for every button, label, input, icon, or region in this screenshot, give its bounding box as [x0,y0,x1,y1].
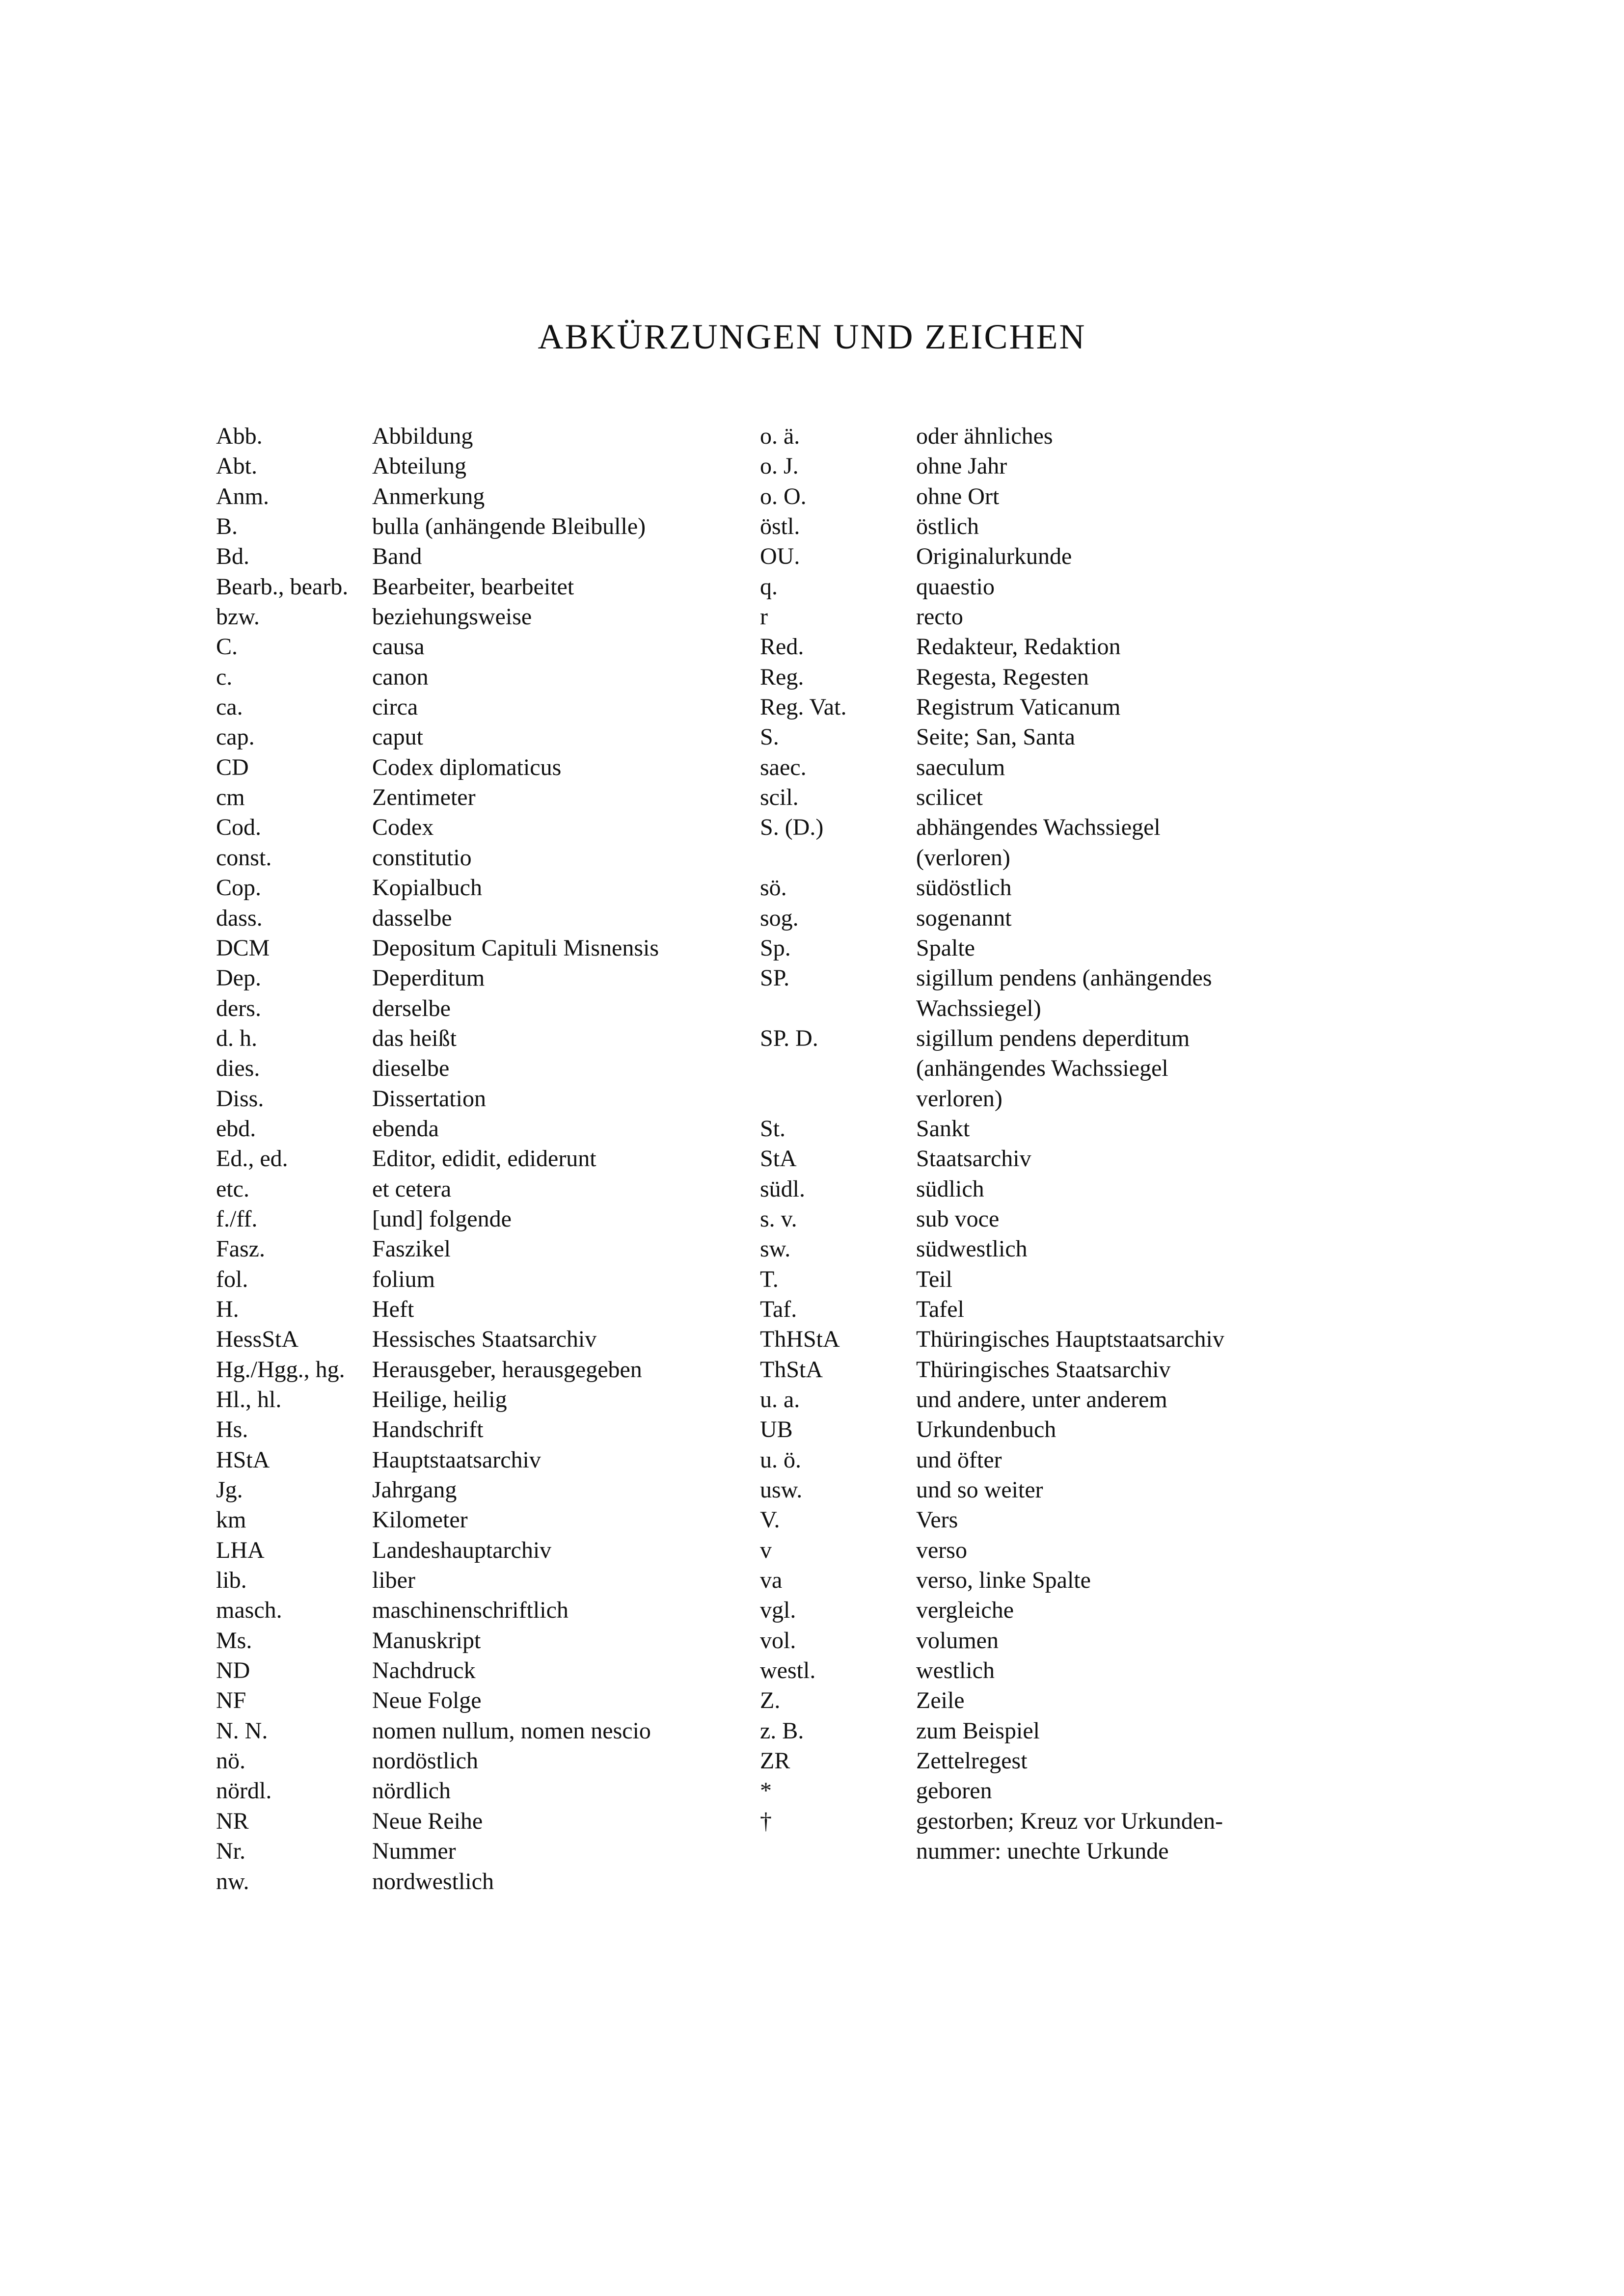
abbreviation: z. B. [760,1717,804,1744]
abbreviation-entry [216,963,659,993]
abbreviation: usw. [760,1477,803,1503]
abbreviation-meaning: vergleiche [916,1597,1014,1624]
abbreviation: Abt. [216,453,257,480]
abbreviation-entry [216,481,659,511]
abbreviation-meaning: Codex diplomaticus [372,754,562,780]
abbreviation: r [760,604,768,630]
abbreviation-meaning: nummer: unechte Urkunde [916,1838,1169,1865]
abbreviation-entry [216,1565,659,1595]
abbreviation: StA [760,1146,797,1172]
abbreviation-entry [760,602,1224,632]
abbreviation-meaning: verso [916,1537,967,1563]
abbreviation: Anm. [216,483,269,509]
abbreviation-entry [216,1445,659,1475]
abbreviation-meaning: Deperditum [372,965,485,991]
abbreviation-entry [760,1595,1224,1625]
abbreviation-entry [760,1294,1224,1324]
abbreviation-entry [216,541,659,571]
abbreviation-entry [216,1655,659,1685]
abbreviation-meaning: Herausgeber, herausgegeben [372,1356,642,1383]
abbreviation: UB [760,1416,793,1443]
abbreviation-entry [216,1685,659,1715]
abbreviation-meaning: Vers [916,1507,958,1533]
abbreviation-meaning: Jahrgang [372,1477,457,1503]
abbreviation-meaning: Heilige, heilig [372,1387,507,1413]
abbreviation: † [760,1808,772,1834]
abbreviation-meaning: westlich [916,1657,995,1684]
abbreviation-meaning: und öfter [916,1446,1002,1473]
abbreviation-meaning: canon [372,664,429,690]
abbreviation-entry [216,692,659,722]
abbreviation: o. J. [760,453,799,480]
abbreviation-meaning: recto [916,604,963,630]
abbreviation-meaning: quaestio [916,573,995,600]
abbreviation: V. [760,1507,780,1533]
abbreviation: LHA [216,1537,265,1563]
abbreviation-entry [216,1234,659,1264]
abbreviation-meaning: Nummer [372,1838,456,1865]
abbreviation-entry [216,1264,659,1294]
abbreviation: Hs. [216,1416,248,1443]
abbreviation-meaning: nordöstlich [372,1748,478,1774]
abbreviation: bzw. [216,604,260,630]
abbreviation: S. (D.) [760,814,824,841]
abbreviation: NR [216,1808,249,1834]
abbreviation: HessStA [216,1326,299,1353]
abbreviation: dies. [216,1055,260,1082]
abbreviation-meaning: caput [372,724,423,750]
abbreviation-entry [216,1806,659,1836]
abbreviation-entry [760,1144,1224,1174]
abbreviation: nördl. [216,1778,272,1804]
abbreviation-entry [760,541,1224,571]
abbreviation [760,1053,916,1083]
abbreviation-entry [760,843,1224,873]
abbreviation: o. O. [760,483,807,509]
abbreviation-meaning: südwestlich [916,1236,1028,1262]
abbreviation-entry [216,451,659,481]
abbreviation-meaning: folium [372,1266,435,1292]
abbreviation-entry [760,993,1224,1023]
abbreviation-list-left [216,421,659,1896]
abbreviation: Bearb., bearb. [216,573,349,600]
abbreviation-entry [216,632,659,662]
abbreviation-entry [760,632,1224,662]
abbreviation-entry [216,1023,659,1053]
abbreviation-meaning: Originalurkunde [916,543,1072,570]
abbreviation: St. [760,1115,786,1142]
abbreviation-entry [216,722,659,752]
abbreviation-meaning: beziehungsweise [372,604,532,630]
abbreviation-meaning: und andere, unter anderem [916,1387,1167,1413]
abbreviation-meaning: sogenannt [916,905,1012,931]
abbreviation-entry [760,1084,1224,1114]
abbreviation-meaning: Landeshauptarchiv [372,1537,552,1563]
abbreviation: C. [216,634,238,660]
abbreviation: Reg. [760,664,804,690]
abbreviation-entry [216,1867,659,1896]
abbreviation-meaning: abhängendes Wachssiegel [916,814,1161,841]
abbreviation-entry [216,1836,659,1866]
abbreviation-meaning: [und] folgende [372,1205,512,1232]
abbreviation-entry [760,1023,1224,1053]
abbreviation: T. [760,1266,779,1292]
abbreviation-entry [760,1655,1224,1685]
abbreviation-meaning: Teil [916,1266,952,1292]
abbreviation: Red. [760,634,804,660]
abbreviation-entry [216,1114,659,1144]
abbreviation-meaning: ohne Jahr [916,453,1007,480]
abbreviation: Reg. Vat. [760,694,847,721]
abbreviation: Hl., hl. [216,1387,282,1413]
abbreviation-meaning: sub voce [916,1205,1000,1232]
abbreviation: S. [760,724,779,750]
abbreviation: ders. [216,995,261,1021]
abbreviation: Ed., ed. [216,1146,288,1172]
abbreviation-entry [216,1535,659,1565]
abbreviation: Nr. [216,1838,245,1865]
abbreviation: Ms. [216,1627,252,1654]
abbreviation: fol. [216,1266,248,1292]
abbreviation-meaning: volumen [916,1627,999,1654]
abbreviation-entry [760,1324,1224,1354]
abbreviation-entry [760,1746,1224,1776]
abbreviation-meaning: Band [372,543,422,570]
abbreviation-entry [216,843,659,873]
abbreviation-meaning: zum Beispiel [916,1717,1040,1744]
abbreviation: B. [216,513,238,540]
abbreviation-meaning: Kopialbuch [372,875,482,901]
abbreviation: vgl. [760,1597,796,1624]
abbreviation-entry [760,1204,1224,1234]
abbreviation-meaning: östlich [916,513,979,540]
abbreviation-meaning: Abteilung [372,453,466,480]
abbreviation-meaning: bulla (anhängende Bleibulle) [372,513,646,540]
abbreviation-meaning: Redakteur, Redaktion [916,634,1121,660]
abbreviation: N. N. [216,1717,268,1744]
abbreviation-entry [760,511,1224,541]
abbreviation-meaning: sigillum pendens (anhängendes [916,965,1212,991]
abbreviation-meaning: Wachssiegel) [916,995,1041,1021]
abbreviation: NF [216,1687,246,1714]
abbreviation: westl. [760,1657,816,1684]
abbreviation-meaning: dieselbe [372,1055,450,1082]
abbreviation-entry [760,1716,1224,1746]
abbreviation-meaning: Hauptstaatsarchiv [372,1446,541,1473]
abbreviation-meaning: (verloren) [916,844,1010,871]
abbreviation [760,843,916,873]
abbreviation-meaning: Staatsarchiv [916,1146,1031,1172]
abbreviation-meaning: südöstlich [916,875,1012,901]
abbreviation: Z. [760,1687,781,1714]
abbreviation [760,1084,916,1114]
abbreviation: scil. [760,784,799,811]
abbreviation-entry [216,1355,659,1385]
abbreviation-meaning: dasselbe [372,905,452,931]
abbreviation: ca. [216,694,243,721]
abbreviation-entry [216,1716,659,1746]
abbreviation: Jg. [216,1477,243,1503]
abbreviation-meaning: Thüringisches Staatsarchiv [916,1356,1171,1383]
abbreviation: nö. [216,1748,245,1774]
abbreviation-meaning: nordwestlich [372,1868,494,1895]
abbreviation-meaning: Zettelregest [916,1748,1028,1774]
abbreviation-meaning: Regesta, Regesten [916,664,1089,690]
abbreviation-meaning: derselbe [372,995,451,1021]
abbreviation-meaning: Codex [372,814,434,841]
abbreviation-entry [216,662,659,692]
abbreviation-meaning: südlich [916,1175,984,1202]
abbreviation: ThStA [760,1356,823,1383]
abbreviation-entry [760,903,1224,933]
abbreviation: f./ff. [216,1205,258,1232]
abbreviation-meaning: Urkundenbuch [916,1416,1056,1443]
abbreviation: cm [216,784,245,811]
abbreviation: ebd. [216,1115,256,1142]
abbreviation: OU. [760,543,800,570]
abbreviation-entry [216,1053,659,1083]
abbreviation-meaning: gestorben; Kreuz vor Urkunden- [916,1808,1223,1834]
abbreviation-entry [216,1385,659,1415]
abbreviation-meaning: Heft [372,1296,414,1322]
abbreviation-entry [216,1776,659,1806]
abbreviation: HStA [216,1446,270,1473]
abbreviation-entry [760,1685,1224,1715]
abbreviation-entry [760,1505,1224,1535]
abbreviation-entry [760,963,1224,993]
abbreviation-entry [760,1355,1224,1385]
abbreviation-meaning: Handschrift [372,1416,484,1443]
abbreviation-meaning: maschinenschriftlich [372,1597,568,1624]
abbreviation-entry [760,481,1224,511]
abbreviation-meaning: scilicet [916,784,983,811]
abbreviation-entry [760,1836,1224,1866]
abbreviation: etc. [216,1175,249,1202]
abbreviation: cap. [216,724,255,750]
abbreviation-meaning: et cetera [372,1175,452,1202]
abbreviation-meaning: geboren [916,1778,992,1804]
abbreviation-meaning: ohne Ort [916,483,1000,509]
abbreviation-entry [760,1535,1224,1565]
abbreviation-meaning: Zentimeter [372,784,476,811]
abbreviation: Dep. [216,965,261,991]
abbreviation-meaning: Spalte [916,934,975,961]
abbreviation-entry [760,1234,1224,1264]
abbreviation-entry [216,1324,659,1354]
abbreviation: ND [216,1657,250,1684]
abbreviation-entry [760,1776,1224,1806]
abbreviation-entry [216,421,659,451]
abbreviation-meaning: Anmerkung [372,483,485,509]
abbreviation-entry [216,903,659,933]
abbreviation-entry [760,692,1224,722]
abbreviation-entry [760,451,1224,481]
abbreviation: Fasz. [216,1236,265,1262]
abbreviation: Diss. [216,1085,264,1112]
abbreviation-meaning: Dissertation [372,1085,486,1112]
abbreviation-meaning: Sankt [916,1115,970,1142]
abbreviation: CD [216,754,249,780]
abbreviation: d. h. [216,1025,257,1051]
abbreviation-entry [760,1475,1224,1505]
abbreviation: va [760,1567,783,1594]
abbreviation-entry [216,572,659,602]
abbreviation-meaning: Tafel [916,1296,964,1322]
abbreviation-meaning: Depositum Capituli Misnensis [372,934,659,961]
abbreviation: östl. [760,513,800,540]
abbreviation-entry [216,1505,659,1535]
abbreviation [760,993,916,1023]
abbreviation: u. ö. [760,1446,801,1473]
abbreviation: Cop. [216,875,262,901]
abbreviation: Bd. [216,543,250,570]
abbreviation-meaning: Abbildung [372,423,473,449]
abbreviation: sö. [760,875,787,901]
abbreviation-meaning: Neue Reihe [372,1808,483,1834]
abbreviation: südl. [760,1175,806,1202]
abbreviation-entry [760,782,1224,812]
abbreviation-meaning: Bearbeiter, bearbeitet [372,573,574,600]
abbreviation: q. [760,573,778,600]
abbreviation: saec. [760,754,807,780]
abbreviation-entry [216,812,659,842]
abbreviation-entry [216,1084,659,1114]
abbreviation-entry [760,1565,1224,1595]
abbreviation: dass. [216,905,263,931]
abbreviation-meaning: oder ähnliches [916,423,1053,449]
abbreviation: Abb. [216,423,263,449]
abbreviation: DCM [216,934,270,961]
abbreviation-meaning: Registrum Vaticanum [916,694,1121,721]
abbreviation-meaning: sigillum pendens deperditum [916,1025,1190,1051]
abbreviation-meaning: nördlich [372,1778,451,1804]
abbreviation-entry [760,933,1224,963]
abbreviation-meaning: Manuskript [372,1627,481,1654]
abbreviation-entry [760,1626,1224,1655]
abbreviation: Taf. [760,1296,797,1322]
abbreviation: lib. [216,1567,247,1594]
abbreviation-entry [216,1595,659,1625]
abbreviation-meaning: Zeile [916,1687,965,1714]
abbreviation: H. [216,1296,239,1322]
abbreviation-entry [216,933,659,963]
abbreviation-meaning: Hessisches Staatsarchiv [372,1326,597,1353]
abbreviation: Cod. [216,814,262,841]
abbreviation-entry [760,1806,1224,1836]
abbreviation-entry [760,1174,1224,1204]
abbreviation-entry [216,873,659,903]
abbreviation-meaning: constitutio [372,844,472,871]
abbreviation: masch. [216,1597,282,1624]
abbreviation-meaning: Neue Folge [372,1687,482,1714]
abbreviation-entry [216,602,659,632]
abbreviation-meaning: verso, linke Spalte [916,1567,1091,1594]
abbreviation: nw. [216,1868,249,1895]
abbreviation: c. [216,664,233,690]
abbreviation-entry [760,662,1224,692]
abbreviation-entry [760,722,1224,752]
abbreviation: km [216,1507,246,1533]
abbreviation-entry [216,993,659,1023]
abbreviation-entry [216,782,659,812]
page-title: ABKÜRZUNGEN UND ZEICHEN [538,317,1086,356]
abbreviation-meaning: (anhängendes Wachssiegel [916,1055,1168,1082]
abbreviation-meaning: Editor, edidit, ediderunt [372,1146,596,1172]
abbreviation: const. [216,844,272,871]
abbreviation-entry [760,1264,1224,1294]
abbreviation-entry [216,1294,659,1324]
abbreviation-entry [216,511,659,541]
abbreviation-meaning: verloren) [916,1085,1002,1112]
abbreviation: vol. [760,1627,796,1654]
abbreviation-meaning: das heißt [372,1025,457,1051]
abbreviation-entry [760,421,1224,451]
abbreviation: Sp. [760,934,791,961]
abbreviation-meaning: Faszikel [372,1236,451,1262]
abbreviation-entry [760,1415,1224,1444]
abbreviation-meaning: Nachdruck [372,1657,476,1684]
abbreviation-entry [760,873,1224,903]
abbreviation-entry [216,1475,659,1505]
abbreviation-entry [216,1626,659,1655]
abbreviation-entry [760,1114,1224,1144]
abbreviation-meaning: Thüringisches Hauptstaatsarchiv [916,1326,1224,1353]
abbreviation-meaning: Seite; San, Santa [916,724,1075,750]
abbreviation-meaning: liber [372,1567,415,1594]
abbreviation-entry [216,1144,659,1174]
abbreviation-entry [760,1385,1224,1415]
abbreviation-entry [760,752,1224,782]
abbreviation-entry [760,572,1224,602]
abbreviation-entry [216,752,659,782]
abbreviation-entry [760,1053,1224,1083]
abbreviation-meaning: und so weiter [916,1477,1043,1503]
abbreviation: ThHStA [760,1326,840,1353]
abbreviation-entry [216,1204,659,1234]
abbreviation-entry [760,1445,1224,1475]
abbreviation-meaning: causa [372,634,425,660]
abbreviation-entry [216,1415,659,1444]
abbreviation-meaning: ebenda [372,1115,439,1142]
abbreviation: sw. [760,1236,791,1262]
abbreviation: u. a. [760,1387,800,1413]
abbreviation-meaning: nomen nullum, nomen nescio [372,1717,651,1744]
abbreviation: s. v. [760,1205,797,1232]
abbreviation: v [760,1537,772,1563]
abbreviation-meaning: saeculum [916,754,1005,780]
abbreviation: SP. [760,965,790,991]
abbreviation-list-right [760,421,1224,1867]
abbreviation: ZR [760,1748,790,1774]
abbreviation-meaning: Kilometer [372,1507,468,1533]
abbreviation-entry [216,1174,659,1204]
abbreviation: SP. D. [760,1025,818,1051]
abbreviation: sog. [760,905,799,931]
abbreviation-entry [216,1746,659,1776]
abbreviation-entry [760,812,1224,842]
abbreviation [760,1836,916,1866]
abbreviation: o. ä. [760,423,800,449]
abbreviation: * [760,1778,772,1804]
abbreviation: Hg./Hgg., hg. [216,1356,345,1383]
abbreviation-meaning: circa [372,694,418,721]
